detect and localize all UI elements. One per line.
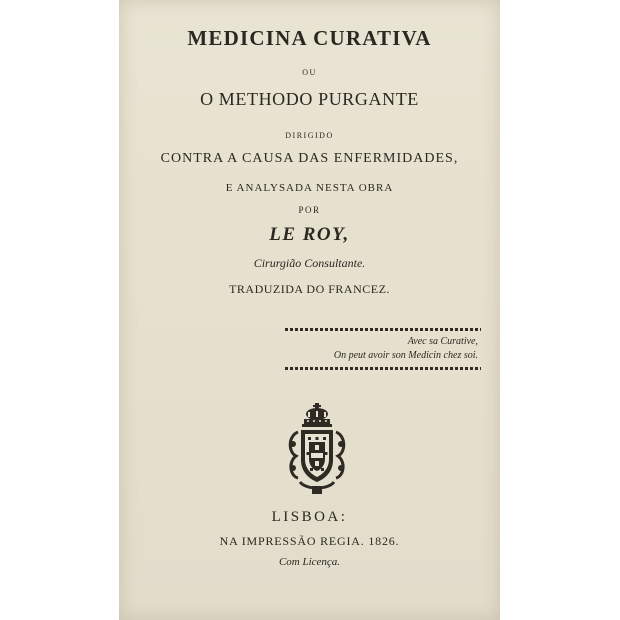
epigraph-line-1: Avec sa Curative, [407,336,478,347]
subtitle-line-contra: CONTRA A CAUSA DAS ENFERMIDADES, [160,151,459,166]
epigraph-line-2: On peut avoir son Medicin chez soi. [333,350,478,361]
translation-note: TRADUZIDA DO FRANCEZ. [229,282,390,296]
epigraph-rule-top [285,328,481,331]
author-connector-por: POR [298,205,321,215]
imprint-licence: Com Licença. [278,556,341,568]
imprint-city: LISBOA: [271,509,348,525]
subtitle-connector-dirigido: DIRIGIDO [285,131,334,140]
title-connector-ou: OU [302,68,317,77]
author-name: LE ROY, [269,224,350,245]
imprint-press-year: NA IMPRESSÃO REGIA. 1826. [219,534,400,548]
epigraph-rule-bottom [285,367,481,370]
book-subtitle: O METHODO PURGANTE [200,89,419,109]
subtitle-line-analysada: E ANALYSADA NESTA OBRA [225,182,394,194]
book-title-page [119,0,500,620]
royal-arms-emblem-icon [284,402,350,498]
book-title: MEDICINA CURATIVA [187,26,432,50]
author-role: Cirurgião Consultante. [253,256,366,270]
